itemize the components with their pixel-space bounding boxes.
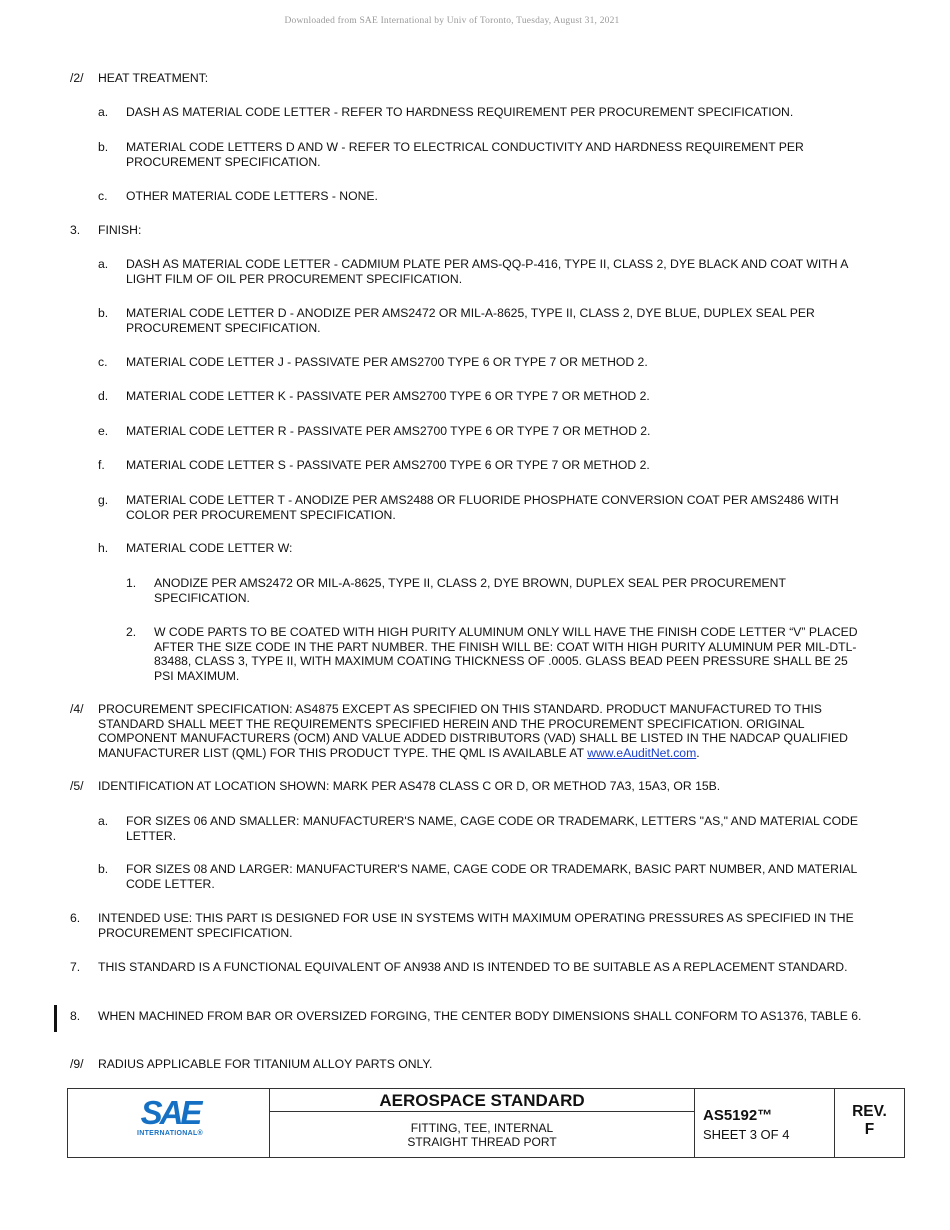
- logo-wordmark: SAE: [140, 1094, 200, 1131]
- logo-subtext: [137, 1130, 203, 1137]
- item-text: MATERIAL CODE LETTER K - PASSIVATE PER AMS2700 TYPE 6 OR TYPE 7 OR METHOD 2.: [126, 389, 650, 403]
- logo-sub-label: INTERNATIONAL: [137, 1130, 198, 1137]
- logo-cell: [68, 1089, 270, 1157]
- note-number: /4/: [70, 702, 84, 716]
- document-number: AS5192™: [703, 1107, 773, 1124]
- item-letter: f.: [98, 458, 105, 472]
- item-text: MATERIAL CODE LETTER D - ANODIZE PER AMS2472 OR MIL-A-8625, TYPE II, CLASS 2, DYE BLUE, DUPLEX SEAL PER PROCUREMENT SPECIFICATION.: [126, 306, 815, 335]
- item-text: W CODE PARTS TO BE COATED WITH HIGH PURITY ALUMINUM ONLY WILL HAVE THE FINISH CODE LETTER “V” PLACED AFTER THE SIZE CODE IN THE PART NUMBER. THE FINISH WILL BE: COAT WITH HIGH PURITY ALUMINUM PER MIL-DTL-83488, CLASS 3, TYPE II, WITH MAXIMUM COATING THICKNESS OF .0005. GLASS BEAD PEEN PRESSURE SHALL BE 25 PSI MAXIMUM.: [154, 625, 858, 683]
- item-letter: a.: [98, 814, 109, 828]
- item-letter: b.: [98, 140, 109, 154]
- note-tail: .: [696, 745, 700, 760]
- logo-registered-mark: ®: [197, 1130, 204, 1137]
- note-text: HEAT TREATMENT:: [98, 71, 209, 85]
- note-number: /9/: [70, 1057, 84, 1071]
- item-text: MATERIAL CODE LETTER J - PASSIVATE PER AMS2700 TYPE 6 OR TYPE 7 OR METHOD 2.: [126, 355, 648, 369]
- item-letter: a.: [98, 105, 109, 119]
- revision-value: F: [864, 1121, 875, 1138]
- note-number: 7.: [70, 960, 81, 974]
- item-text: DASH AS MATERIAL CODE LETTER - CADMIUM PLATE PER AMS-QQ-P-416, TYPE II, CLASS 2, DYE BLACK AND COAT WITH A LIGHT FILM OF OIL PER PROCUREMENT SPECIFICATION.: [126, 257, 848, 286]
- item-text: OTHER MATERIAL CODE LETTERS - NONE.: [126, 189, 378, 203]
- download-watermark: Downloaded from SAE International by Univ of Toronto, Tuesday, August 31, 2021: [284, 16, 620, 26]
- item-text: MATERIAL CODE LETTERS D AND W - REFER TO ELECTRICAL CONDUCTIVITY AND HARDNESS REQUIREMENT PER PROCUREMENT SPECIFICATION.: [126, 140, 804, 169]
- item-letter: g.: [98, 493, 109, 507]
- note-number: 8.: [70, 1009, 81, 1023]
- revision: [835, 1103, 904, 1139]
- item-text: FOR SIZES 06 AND SMALLER: MANUFACTURER'S NAME, CAGE CODE OR TRADEMARK, LETTERS "AS," AND MATERIAL CODE LETTER.: [126, 814, 858, 843]
- item-letter: h.: [98, 541, 109, 555]
- item-letter: c.: [98, 355, 108, 369]
- title-cell: [270, 1089, 695, 1157]
- item-text: MATERIAL CODE LETTER R - PASSIVATE PER AMS2700 TYPE 6 OR TYPE 7 OR METHOD 2.: [126, 424, 651, 438]
- note-text: RADIUS APPLICABLE FOR TITANIUM ALLOY PARTS ONLY.: [98, 1057, 433, 1071]
- note-text: THIS STANDARD IS A FUNCTIONAL EQUIVALENT OF AN938 AND IS INTENDED TO BE SUITABLE AS A REPLACEMENT STANDARD.: [98, 960, 848, 974]
- note-number: /5/: [70, 779, 84, 793]
- revision-cell: [835, 1089, 904, 1157]
- item-letter: a.: [98, 257, 109, 271]
- description-line-1: FITTING, TEE, INTERNAL: [410, 1121, 554, 1135]
- item-letter: c.: [98, 189, 108, 203]
- item-text: DASH AS MATERIAL CODE LETTER - REFER TO HARDNESS REQUIREMENT PER PROCUREMENT SPECIFICATION.: [126, 105, 794, 119]
- item-text: ANODIZE PER AMS2472 OR MIL-A-8625, TYPE II, CLASS 2, DYE BROWN, DUPLEX SEAL PER PROCUREMENT SPECIFICATION.: [154, 576, 786, 605]
- note-text: WHEN MACHINED FROM BAR OR OVERSIZED FORGING, THE CENTER BODY DIMENSIONS SHALL CONFORM TO AS1376, TABLE 6.: [98, 1009, 862, 1023]
- note-number: 3.: [70, 223, 81, 237]
- eauditnet-link[interactable]: www.eAuditNet.com: [587, 745, 697, 760]
- sheet-number: SHEET 3 OF 4: [703, 1127, 790, 1142]
- item-letter: d.: [98, 389, 109, 403]
- standard-heading: AEROSPACE STANDARD: [270, 1089, 694, 1112]
- document-cell: [695, 1089, 835, 1157]
- description-line-2: STRAIGHT THREAD PORT: [407, 1135, 557, 1149]
- note-body: PROCUREMENT SPECIFICATION: AS4875 EXCEPT AS SPECIFIED ON THIS STANDARD. PRODUCT MANUFACTURED TO THIS STANDARD SHALL MEET THE REQUIREMENTS SPECIFIED HEREIN AND THE PROCUREMENT SPECIFICATION. ORIGINAL COMPONENT MANUFACTURERS (OCM) AND VALUE ADDED DISTRIBUTORS (VAD) SHALL BE LISTED IN THE NADCAP QUALIFIED MANUFACTURER LIST (QML) FOR THIS PRODUCT TYPE. THE QML IS AVAILABLE AT: [98, 702, 848, 760]
- revision-change-bar: [54, 1005, 57, 1032]
- item-number: 2.: [126, 625, 137, 639]
- item-letter: e.: [98, 424, 109, 438]
- note-number: /2/: [70, 71, 84, 85]
- note-text: [98, 702, 870, 760]
- item-text: MATERIAL CODE LETTER S - PASSIVATE PER AMS2700 TYPE 6 OR TYPE 7 OR METHOD 2.: [126, 458, 650, 472]
- item-letter: b.: [98, 306, 109, 320]
- item-text: FOR SIZES 08 AND LARGER: MANUFACTURER'S NAME, CAGE CODE OR TRADEMARK, BASIC PART NUMBER, AND MATERIAL CODE LETTER.: [126, 862, 857, 891]
- part-description: [270, 1121, 694, 1149]
- item-number: 1.: [126, 576, 137, 590]
- note-text: FINISH:: [98, 223, 142, 237]
- note-text: IDENTIFICATION AT LOCATION SHOWN: MARK PER AS478 CLASS C OR D, OR METHOD 7A3, 15A3, OR 15B.: [98, 779, 721, 793]
- sae-logo: [137, 1094, 204, 1143]
- note-number: 6.: [70, 911, 81, 925]
- item-letter: b.: [98, 862, 109, 876]
- title-block: [67, 1088, 905, 1158]
- item-text: MATERIAL CODE LETTER T - ANODIZE PER AMS2488 OR FLUORIDE PHOSPHATE CONVERSION COAT PER AMS2486 WITH COLOR PER PROCUREMENT SPECIFICATION.: [126, 493, 839, 522]
- revision-label: REV.: [852, 1103, 887, 1120]
- note-text: INTENDED USE: THIS PART IS DESIGNED FOR USE IN SYSTEMS WITH MAXIMUM OPERATING PRESSURES AS SPECIFIED IN THE PROCUREMENT SPECIFICATION.: [98, 911, 854, 940]
- item-text: MATERIAL CODE LETTER W:: [126, 541, 293, 555]
